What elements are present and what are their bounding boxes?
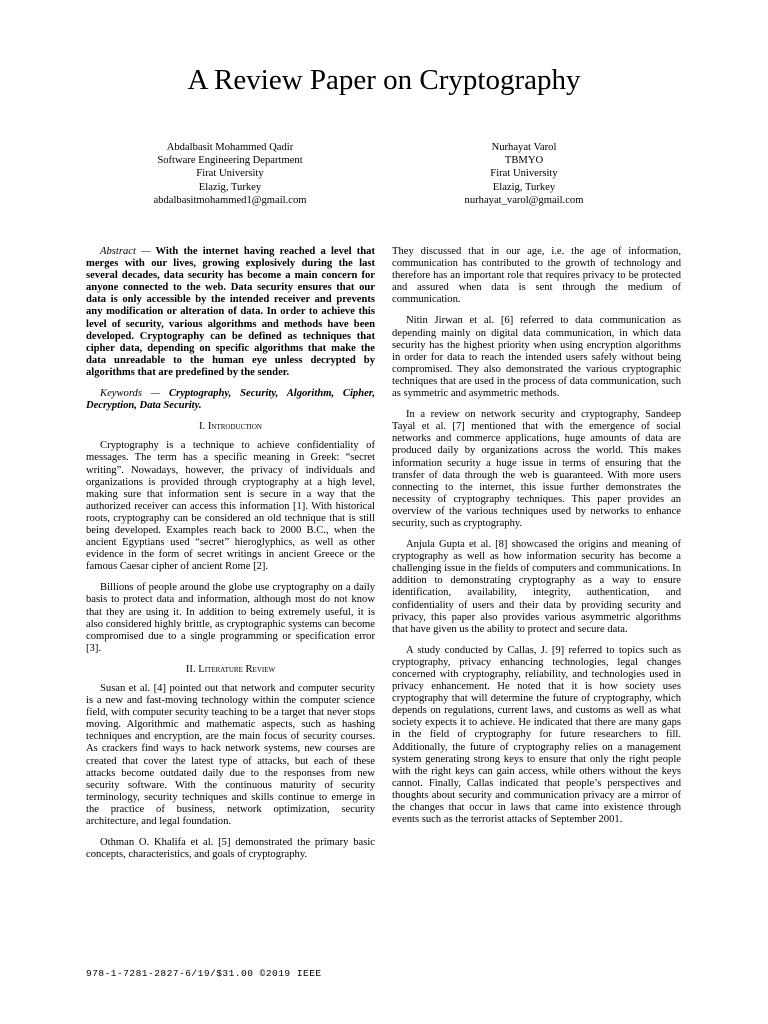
section-name: Literature Review	[198, 663, 276, 675]
section-name: Introduction	[207, 421, 262, 433]
abstract-text: With the internet having reached a level that merges with our lives, growing explosively during the last several decades, data security has become a main concern for anyone connected to the web. Data security ensures that our data is only accessible by the intended receiver and prevents any modification or alteration of data. In order to achieve this level of security, various algorithms and methods have been developed. Cryptography can be defined as techniques that cipher data, depending on specific algorithms that make the data unreadable to the human eye unless decrypted by algorithms that are predefined by the sender.	[86, 246, 376, 378]
keywords	[86, 388, 375, 412]
paragraph: Cryptography is a technique to achieve confidentiality of messages. The term has a specific meaning in Greek: “secret writing”. Nowadays, however, the privacy of individuals and organizations is provided through cryptography at a high level, making sure that information sent is secure in a way that the authorized receiver can access this information [1]. With historical roots, cryptography can be considered an old technique that is still being developed. Examples reach back to 2000 B.C., when the ancient Egyptians used “secret” hieroglyphics, as well as other evidence in the form of secret writings in ancient Greece or the famous Caesar cipher of ancient Rome [2].	[86, 440, 375, 573]
paragraph: A study conducted by Callas, J. [9] referred to topics such as cryptography, privacy enhancing technologies, legal changes concerned with cryptography, reliability, and technologies used in privacy enhancement. He noted that it is how society uses cryptography that will determine the future of cryptography, which depends on regulations, current laws, and customs as well as what society expects it to achieve. He indicated that there are many gaps in the field of cryptography for future researchers to fill. Additionally, the future of cryptography relies on a management system generating strong keys to ensure that only the right people with the right keys can gain access, while others without the keys cannot. Finally, Callas indicated that people’s perspectives and thoughts about security and communication privacy are a mirror of the changes that occur in laws that came into existence through events such as the terrorist attacks of September 2001.	[392, 644, 681, 826]
author-block-1	[110, 141, 350, 207]
paragraph: Susan et al. [4] pointed out that network and computer security is a new and fast-moving technology within the computer science field, with computer security teaching to be a target that never stops moving. Algorithmic and mathematic aspects, such as hashing techniques and encryption, are the main focus of security courses. As crackers find ways to hack network systems, new courses are created that cover the latest type of attacks, but each of these attacks become outdated daily due to the responses from new security software. With the continuous maturity of security terminology, security techniques and skills continue to emerge in the practice of business, network optimization, security architecture, and legal foundation.	[86, 683, 375, 828]
keywords-lead: Keywords —	[100, 388, 161, 400]
section-number: I.	[199, 421, 206, 433]
paragraph: Nitin Jirwan et al. [6] referred to data communication as depending mainly on digital data communication, in which data security has the highest priority when using encryption algorithms in order for data to reach the intended users safely without being compromised. They also demonstrated the various cryptographic techniques that are used in the process of data communication, such as symmetric and asymmetric methods.	[392, 315, 681, 400]
section-heading-introduction	[86, 421, 375, 433]
author-city: Elazig, Turkey	[492, 181, 556, 193]
copyright-footer: 978-1-7281-2827-6/19/$31.00 ©2019 IEEE	[86, 968, 322, 979]
author-name: Nurhayat Varol	[491, 142, 557, 153]
abstract-lead: Abstract —	[100, 246, 151, 257]
author-university: Firat University	[490, 168, 558, 180]
section-number: II.	[185, 663, 196, 675]
keywords-text: Cryptography, Security, Algorithm, Cipher, Decryption, Data Security.	[86, 388, 375, 412]
paragraph: In a review on network security and cryptography, Sandeep Tayal et al. [7] mentioned that with the emergence of social networks and commerce applications, huge amounts of data are produced daily by organizations across the world. This makes information security a huge issue in terms of ensuring that the transfer of data through the web is guaranteed. With more users connecting to the internet, this issue further demonstrates the necessity of cryptography techniques. This paper provides an overview of the various techniques used by networks to enhance security, such as cryptography.	[392, 409, 681, 529]
paper-title: A Review Paper on Cryptography	[187, 64, 581, 96]
author-block-2	[404, 141, 644, 207]
paragraph: Anjula Gupta et al. [8] showcased the origins and meaning of cryptography as well as how information security has become a challenging issue in the fields of computers and communications. In addition to demonstrating cryptography as a way to ensure identification, availability, integrity, authentication, and confidentiality of users and their data by providing security and privacy, this paper also provides various asymmetric algorithms that have given us the ability to protect and secure data.	[392, 539, 681, 635]
paragraph: Billions of people around the globe use cryptography on a daily basis to protect data and information, although most do not know that they are using it. In addition to being extremely useful, it is also considered highly brittle, as cryptographic systems can become compromised due to a single programming or specification error [3].	[86, 582, 375, 654]
author-email: nurhayat_varol@gmail.com	[464, 194, 584, 206]
author-email: abdalbasitmohammed1@gmail.com	[153, 194, 307, 206]
paragraph: Othman O. Khalifa et al. [5] demonstrated the primary basic concepts, characteristics, and goals of cryptography.	[86, 837, 375, 861]
author-department: TBMYO	[504, 155, 544, 167]
author-name: Abdalbasit Mohammed Qadir	[166, 142, 294, 153]
paragraph: They discussed that in our age, i.e. the age of information, communication has contributed to the growth of technology and therefore has an important role that requires privacy to be protected and assured when data is sent through the medium of communication.	[392, 246, 681, 306]
left-column	[86, 246, 375, 870]
author-city: Elazig, Turkey	[198, 181, 262, 193]
abstract	[86, 246, 375, 379]
author-department: Software Engineering Department	[157, 155, 303, 167]
author-university: Firat University	[196, 168, 264, 180]
section-heading-literature-review	[86, 664, 375, 676]
right-column	[392, 246, 681, 835]
